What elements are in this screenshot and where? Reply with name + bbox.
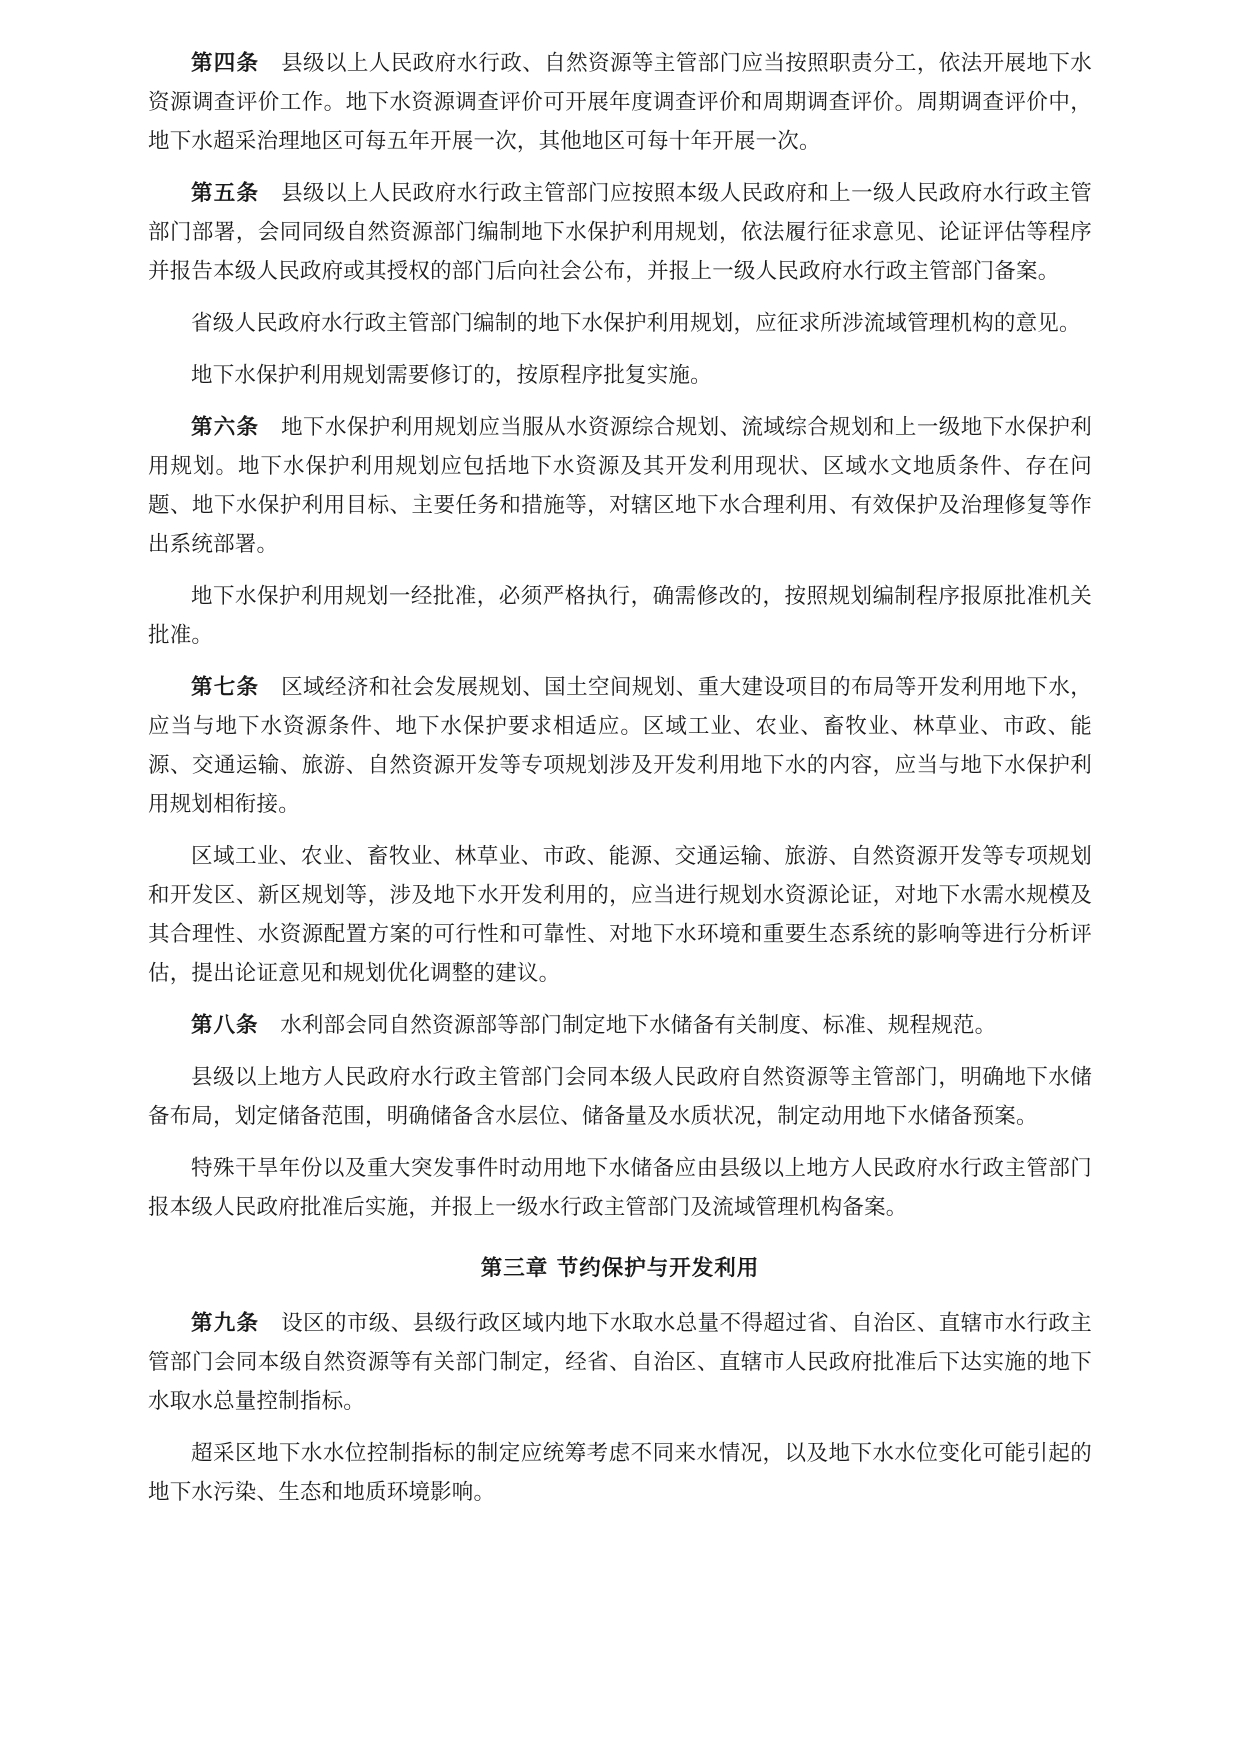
article-paragraph: [148, 174, 1092, 291]
article-label: 第八条: [191, 1013, 259, 1038]
article-paragraph: [148, 408, 1092, 564]
article-label: 第四条: [191, 51, 260, 76]
body-paragraph: [148, 1434, 1092, 1512]
article-label: 第七条: [191, 675, 260, 700]
article-paragraph: [148, 668, 1092, 824]
article-label: 第六条: [191, 415, 260, 440]
paragraph-text: 县级以上地方人民政府水行政主管部门会同本级人民政府自然资源等主管部门，明确地下水储备布局，划定储备范围，明确储备含水层位、储备量及水质状况，制定动用地下水储备预案。: [148, 1065, 1092, 1129]
paragraph-text: 水利部会同自然资源部等部门制定地下水储备有关制度、标准、规程规范。: [280, 1013, 997, 1038]
body-paragraph: [148, 1149, 1092, 1227]
paragraph-text: 超采区地下水水位控制指标的制定应统筹考虑不同来水情况，以及地下水水位变化可能引起的地下水污染、生态和地质环境影响。: [148, 1441, 1092, 1505]
paragraph-text: 设区的市级、县级行政区域内地下水取水总量不得超过省、自治区、直辖市水行政主管部门会同本级自然资源等有关部门制定，经省、自治区、直辖市人民政府批准后下达实施的地下水取水总量控制指标。: [148, 1311, 1093, 1414]
body-paragraph: [148, 356, 1092, 395]
article-label: 第五条: [191, 181, 260, 206]
article-paragraph: [148, 1304, 1092, 1421]
paragraph-text: 省级人民政府水行政主管部门编制的地下水保护利用规划，应征求所涉流域管理机构的意见。: [191, 311, 1081, 336]
paragraph-text: 地下水保护利用规划需要修订的，按原程序批复实施。: [191, 363, 712, 388]
chapter-heading-text: 第三章 节约保护与开发利用: [480, 1256, 760, 1281]
article-label: 第九条: [191, 1311, 260, 1336]
chapter-heading: [148, 1249, 1092, 1288]
article-paragraph: [148, 1006, 1092, 1045]
paragraph-text: 县级以上人民政府水行政主管部门应按照本级人民政府和上一级人民政府水行政主管部门部署，会同同级自然资源部门编制地下水保护利用规划，依法履行征求意见、论证评估等程序并报告本级人民政府或其授权的部门后向社会公布，并报上一级人民政府水行政主管部门备案。: [148, 181, 1093, 284]
paragraph-text: 县级以上人民政府水行政、自然资源等主管部门应当按照职责分工，依法开展地下水资源调查评价工作。地下水资源调查评价可开展年度调查评价和周期调查评价。周期调查评价中，地下水超采治理地区可每五年开展一次，其他地区可每十年开展一次。: [148, 51, 1093, 154]
paragraph-text: 区域经济和社会发展规划、国土空间规划、重大建设项目的布局等开发利用地下水，应当与地下水资源条件、地下水保护要求相适应。区域工业、农业、畜牧业、林草业、市政、能源、交通运输、旅游、自然资源开发等专项规划涉及开发利用地下水的内容，应当与地下水保护利用规划相衔接。: [148, 675, 1093, 817]
paragraph-text: 地下水保护利用规划一经批准，必须严格执行，确需修改的，按照规划编制程序报原批准机关批准。: [148, 584, 1092, 648]
paragraph-text: 特殊干旱年份以及重大突发事件时动用地下水储备应由县级以上地方人民政府水行政主管部门报本级人民政府批准后实施，并报上一级水行政主管部门及流域管理机构备案。: [148, 1156, 1092, 1220]
document-body: [148, 44, 1092, 1512]
body-paragraph: [148, 577, 1092, 655]
paragraph-text: 区域工业、农业、畜牧业、林草业、市政、能源、交通运输、旅游、自然资源开发等专项规划和开发区、新区规划等，涉及地下水开发利用的，应当进行规划水资源论证，对地下水需水规模及其合理性、水资源配置方案的可行性和可靠性、对地下水环境和重要生态系统的影响等进行分析评估，提出论证意见和规划优化调整的建议。: [148, 844, 1092, 986]
article-paragraph: [148, 44, 1092, 161]
body-paragraph: [148, 1058, 1092, 1136]
body-paragraph: [148, 304, 1092, 343]
body-paragraph: [148, 837, 1092, 993]
paragraph-text: 地下水保护利用规划应当服从水资源综合规划、流域综合规划和上一级地下水保护利用规划。地下水保护利用规划应包括地下水资源及其开发利用现状、区域水文地质条件、存在问题、地下水保护利用目标、主要任务和措施等，对辖区地下水合理利用、有效保护及治理修复等作出系统部署。: [148, 415, 1093, 557]
